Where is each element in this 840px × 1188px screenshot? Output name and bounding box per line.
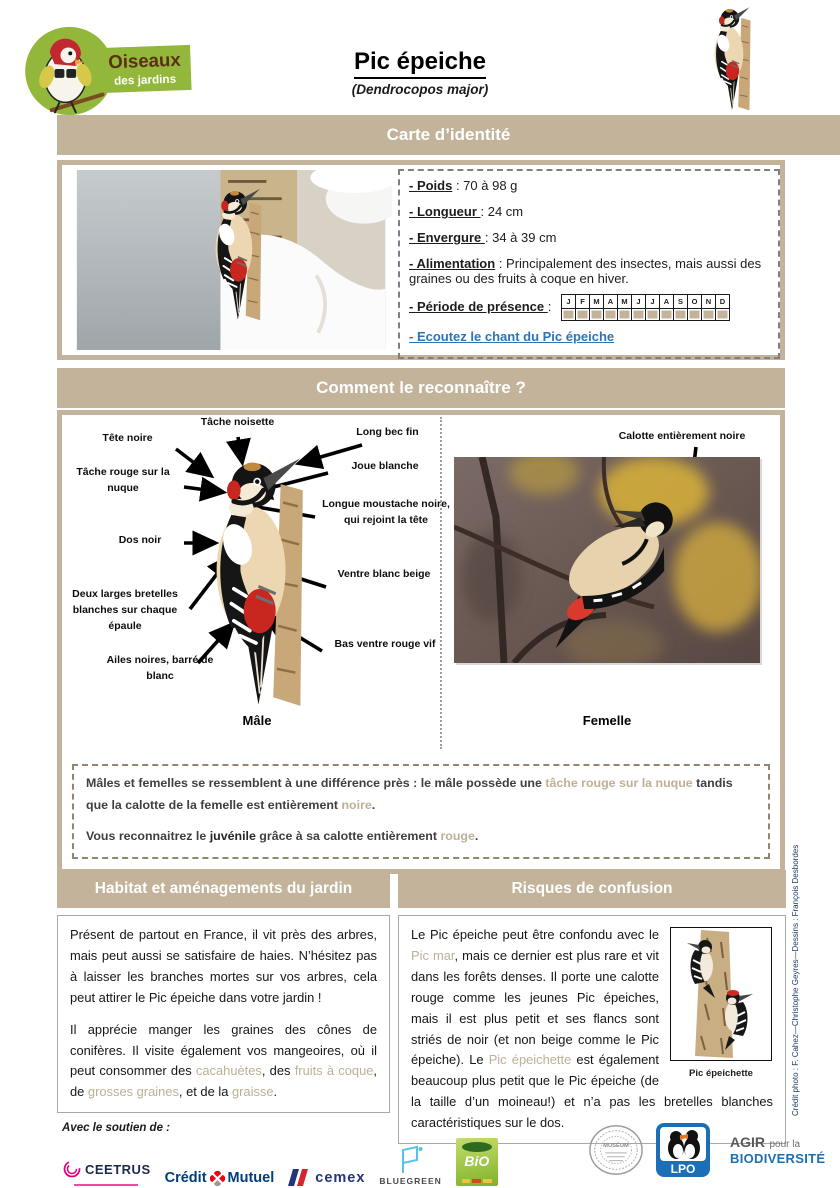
section-header-confusion: Risques de confusion [398,870,786,908]
cemex-logo: cemex [288,1169,365,1186]
identity-row-poids: - Poids : 70 à 98 g [409,178,518,193]
label-tete-noire: Tête noire [102,432,153,444]
label-tache-noisette: Tâche noisette [200,416,275,428]
note-sexes: Mâles et femelles se ressemblent à une différence près : le mâle possède une tâche rouge sur la nuque tandis que la calotte de la femelle est entièrement noire. [86,776,733,812]
cemex-icon [288,1169,312,1186]
identity-row-chant [409,329,769,344]
label-bas-ventre: Bas ventre rouge vif [334,638,436,650]
label-joue-blanche: Joue blanche [351,460,419,472]
oiseaux-des-jardins-logo [18,20,198,118]
bluegreen-logo: BLUEGREEN [379,1145,441,1186]
woodpecker-icon [700,0,762,113]
female-photo [454,457,760,663]
recognize-section [57,410,785,874]
museum-stamp [588,1122,644,1178]
identity-row-alimentation: - Alimentation : Principalement des insectes, mais aussi des graines ou des fruits à coque en hiver. [409,256,762,286]
credit-mutuel-logo: Crédit Mutuel [164,1170,275,1186]
bio-logo: BiO [456,1138,498,1186]
confusion-textbox [398,915,786,1144]
footer-sponsors [62,1122,498,1186]
agir-biodiversite-logo: AGIR pour la BIODIVERSITÉ [730,1134,826,1166]
lpo-logo [656,1123,710,1177]
label-moustache: Longue moustache noire, qui rejoint la tête [322,498,450,526]
listen-song-link[interactable]: - Ecoutez le chant du Pic épeiche [409,329,615,344]
logo-line2: des jardins [113,72,177,88]
epeichette-figure [669,927,773,1079]
note-juvenile: Vous reconnaitrez le juvénile grâce à sa calotte entièrement rouge. [86,829,479,844]
epeichette-drawing [670,927,772,1061]
recognize-diagram-area [62,415,780,762]
ceetrus-logo: CEETRUS [62,1159,151,1186]
female-caption: Femelle [582,713,632,728]
logo-line1: Oiseaux [107,48,182,73]
section-header-identity: Carte d’identité [57,115,840,155]
confusion-paragraph: Le Pic épeiche peut être confondu avec le Pic mar, mais ce dernier est plus rare et vit dans les forêts denses. Il porte une calotte rouge comme les jeunes Pic épeiches, mais il est plus petit et ses flancs sont striés de noir (et non beige comme le Pic épeiche). Le Pic épeichette est également beaucoup plus petit que le Pic épeiche (de la taille d’un moineau!) et n’a pas les bretelles blanches caractéristiques sur le dos. [411,927,773,1131]
footer-partners [588,1122,825,1178]
habitat-paragraph-2: Il apprécie manger les graines des cônes de conifères. Il visite également vos mangeoires, où il peut consommer des cacahuètes, des fruits à coque, de grosses graines, et de la graisse. [70,1021,377,1100]
label-ventre-blanc: Ventre blanc beige [337,568,431,580]
month-fill [561,309,576,321]
lpo-label: LPO [670,1162,696,1176]
bio-brand-oval [462,1142,492,1152]
page-header [250,48,590,97]
label-calotte-noire: Calotte entièrement noire [618,430,746,442]
label-dos-noir: Dos noir [118,534,162,546]
label-ailes: Ailes noires, barré de blanc [106,654,214,682]
identity-photo [70,170,392,350]
recognize-notes [72,764,770,859]
identity-section [57,160,785,360]
habitat-textbox [57,915,390,1113]
label-tache-rouge: Tâche rouge sur la nuque [76,466,170,494]
museum-label: MUSÉUM [603,1143,629,1150]
epeichette-caption: Pic épeichette [689,1068,753,1079]
section-header-habitat: Habitat et aménagements du jardin [57,870,390,908]
support-label: Avec le soutien de : [62,1122,171,1134]
credit-mutuel-icon [210,1171,225,1186]
identity-row-longueur: - Longueur : 24 cm [409,204,524,219]
page-title: Pic épeiche [354,48,486,79]
section-header-recognize: Comment le reconnaître ? [57,368,785,408]
identity-row-presence: - Période de présence : J F M A M J J A S O N D [409,294,769,321]
label-long-bec: Long bec fin [356,426,419,438]
latin-name: (Dendrocopos major) [351,82,489,97]
habitat-section [57,870,390,1113]
ceetrus-icon [62,1159,82,1179]
bio-strip [462,1179,492,1183]
presence-calendar: J F M A M J J A S O N D [561,294,729,321]
habitat-paragraph-1: Présent de partout en France, il vit près des arbres, mais peut aussi se satisfaire de haies. N’hésitez pas à laisser les branches mortes sur vos arbres, cela peut attirer le Pic épeiche dans votre jardin ! [70,927,377,1005]
logo-graphic [18,20,198,118]
confusion-section [398,870,786,1144]
header-woodpecker-illustration [700,0,762,118]
ceetrus-tagline [74,1184,138,1186]
identity-details-box [398,169,780,359]
diagram-divider [440,417,442,749]
photo-credit: Crédit photo : F. Cahez—Christophe Geyres—Dessins : François Desbordes [791,844,800,1116]
male-caption: Mâle [242,713,272,728]
bluegreen-icon [398,1145,424,1175]
identity-row-envergure: - Envergure : 34 à 39 cm [409,230,557,245]
month-cell: J [561,294,576,309]
label-bretelles: Deux larges bretelles blanches sur chaque épaule [72,588,178,632]
